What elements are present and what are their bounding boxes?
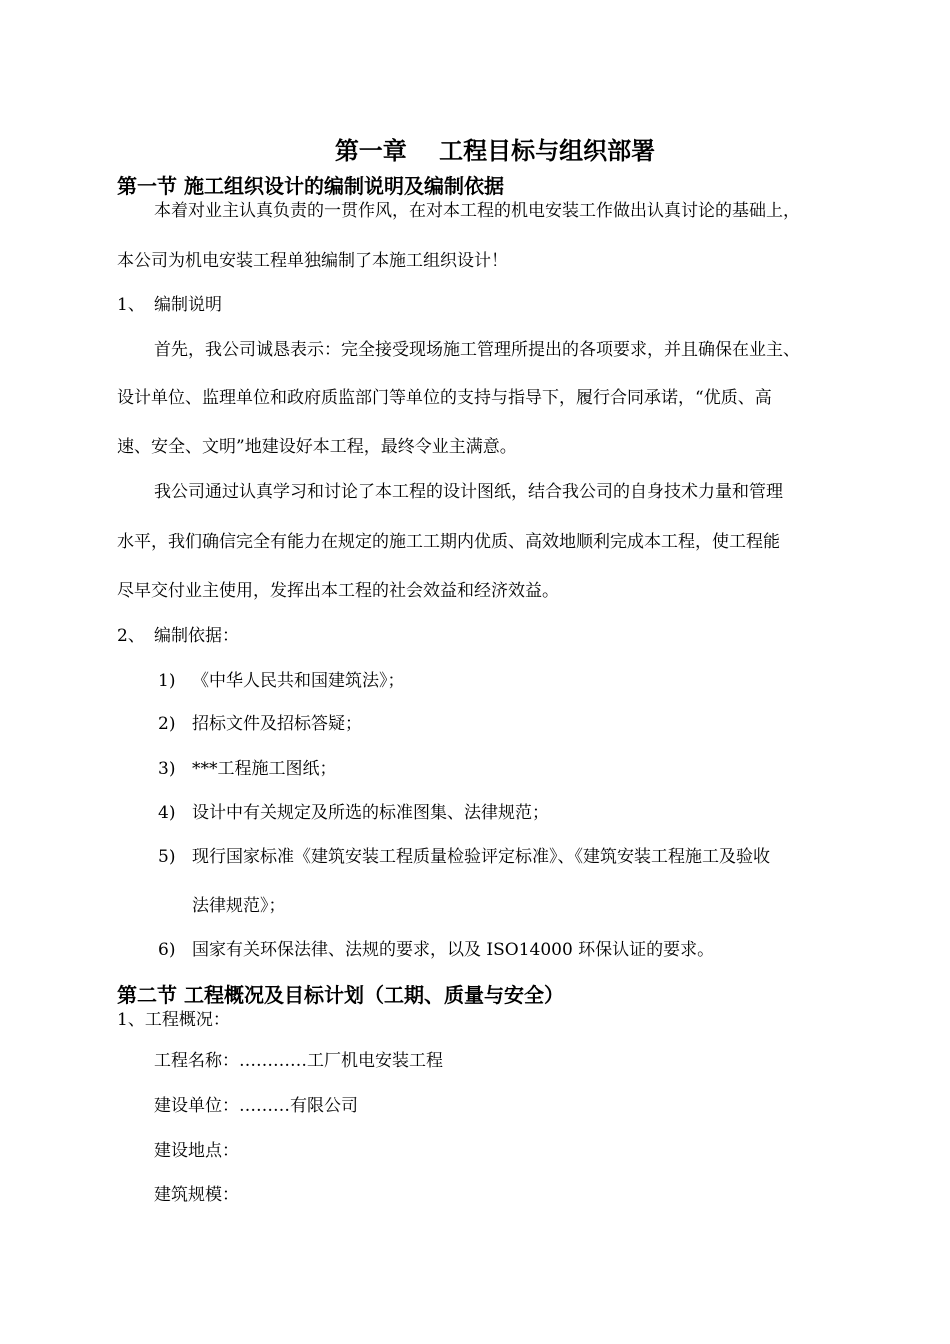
item2-title: 编制依据： (154, 626, 239, 646)
list-text: 国家有关环保法律、法规的要求，以及 ISO14000 环保认证的要求。 (192, 940, 715, 960)
item1-title: 编制说明 (154, 295, 222, 315)
list-number: 5) (158, 847, 176, 867)
project-field: 工程名称：…………工厂机电安装工程 (154, 1051, 443, 1071)
list-number: 2) (158, 714, 176, 734)
para1-line-3: 速、安全、文明”地建设好本工程，最终令业主满意。 (117, 437, 517, 457)
item1-number: 1、 (117, 295, 145, 315)
section2-subheading: 1、工程概况： (117, 1010, 230, 1030)
list-text: 《中华人民共和国建筑法》； (192, 671, 405, 691)
basis-list-item (158, 805, 549, 822)
item2-number: 2、 (117, 626, 145, 646)
list-number: 3) (158, 759, 176, 779)
list-text: 现行国家标准《建筑安装工程质量检验评定标准》、《建筑安装工程施工及验收 (192, 847, 770, 867)
project-field: 建设单位：………有限公司 (154, 1096, 358, 1116)
list-number: 4) (158, 803, 176, 823)
section1-title: 第一节 施工组织设计的编制说明及编制依据 (117, 174, 504, 198)
list-number: 6) (158, 940, 176, 960)
section2-title: 第二节 工程概况及目标计划（工期、质量与安全） (117, 983, 564, 1007)
para1-line-1: 首先，我公司诚恳表示：完全接受现场施工管理所提出的各项要求，并且确保在业主、 (154, 340, 800, 360)
para1-line-2: 设计单位、监理单位和政府质监部门等单位的支持与指导下，履行合同承诺，“优质、高 (117, 388, 772, 408)
list-text: 设计中有关规定及所选的标准图集、法律规范； (192, 803, 549, 823)
basis-list-item (158, 942, 714, 959)
item1-heading (117, 297, 222, 314)
para2-line-2: 水平，我们确信完全有能力在规定的施工工期内优质、高效地顺利完成本工程，使工程能 (117, 532, 780, 552)
project-field: 建设地点： (154, 1141, 239, 1161)
para2-line-3: 尽早交付业主使用，发挥出本工程的社会效益和经济效益。 (117, 581, 559, 601)
basis-list-item (158, 761, 337, 778)
list-text-continuation: 法律规范》； (192, 896, 286, 916)
chapter-title: 第一章 工程目标与组织部署 (334, 137, 656, 165)
item2-heading (117, 628, 239, 645)
list-text: 招标文件及招标答疑； (192, 714, 362, 734)
project-field: 建筑规模： (154, 1185, 239, 1205)
intro-line-1: 本着对业主认真负责的一贯作风，在对本工程的机电安装工作做出认真讨论的基础上， (154, 201, 800, 221)
basis-list-item (158, 673, 405, 690)
intro-line-2: 本公司为机电安装工程单独编制了本施工组织设计！ (117, 251, 508, 271)
basis-list-item (158, 849, 770, 866)
list-number: 1) (158, 671, 176, 691)
list-text: ***工程施工图纸； (192, 759, 337, 779)
basis-list-item (158, 716, 362, 733)
para2-line-1: 我公司通过认真学习和讨论了本工程的设计图纸，结合我公司的自身技术力量和管理 (154, 482, 783, 502)
